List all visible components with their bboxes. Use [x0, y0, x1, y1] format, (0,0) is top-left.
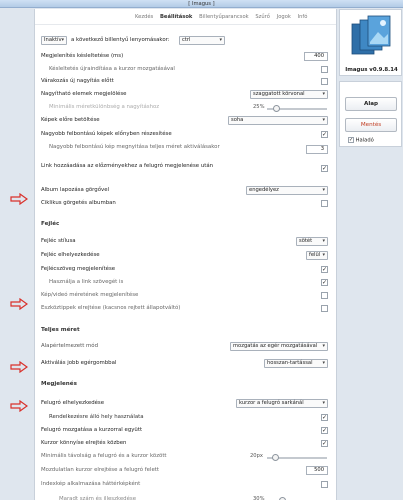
settings-panel [34, 9, 337, 500]
setting-row [41, 426, 332, 438]
setting-row [41, 291, 332, 303]
album-scroll-select[interactable]: engedélyez ▾ [246, 186, 328, 195]
version-label: Imagus v0.9.8.14 [345, 67, 398, 73]
last-value: 30% [253, 496, 265, 500]
setting-row [41, 495, 332, 500]
slider-knob[interactable] [272, 454, 279, 461]
cursor-reset-label: Késleltetés újraindítása a kurzor mozgatásával [49, 66, 175, 72]
index-bg-label: Indexkép alkalmazása háttérképként [41, 481, 141, 487]
header-text-label: Fejlécszöveg megjelenítése [41, 266, 116, 272]
setting-row [41, 278, 332, 290]
advanced-checkbox[interactable]: ✓ [349, 137, 354, 143]
imagus-logo-icon [350, 14, 394, 64]
section-fullsize: Teljes méret [41, 327, 80, 333]
setting-row [41, 413, 332, 425]
hide-cursor-checkbox[interactable]: ✓ [322, 440, 328, 447]
header-style-label: Fejléc stílusa [41, 238, 76, 244]
preload-label: Képek előre betöltése [41, 117, 100, 123]
activation-row [41, 36, 332, 48]
setting-row [41, 480, 332, 492]
move-cursor-checkbox[interactable]: ✓ [322, 427, 328, 434]
enlarged-select[interactable]: szaggatott körvonal ▾ [250, 90, 328, 99]
cyclic-label: Ciklikus görgetés albumban [41, 200, 116, 206]
mode-select[interactable]: Inaktív ▾ [41, 36, 67, 45]
annotation-arrow-icon [10, 298, 28, 310]
key-select[interactable]: ctrl ▾ [179, 36, 225, 45]
wait-new-label: Várakozás új nagyítás előtt [41, 78, 114, 84]
avail-space-checkbox[interactable]: ✓ [322, 414, 328, 421]
sidebar [339, 9, 403, 500]
min-dist-label: Minimális távolság a felugró és a kurzor között [41, 453, 167, 459]
header-style-select[interactable]: sötét ▾ [296, 237, 328, 246]
setting-row [41, 359, 332, 371]
setting-row [41, 103, 332, 115]
window-title: [ Imagus ] [188, 1, 215, 7]
setting-row [41, 237, 332, 249]
default-mode-select[interactable]: mozgatás az egér mozgatásával ▾ [230, 342, 328, 351]
annotation-arrow-icon [10, 361, 28, 373]
history-checkbox[interactable]: ✓ [322, 165, 328, 172]
setting-row [41, 52, 332, 64]
setting-row [41, 65, 332, 77]
popup-pos-select[interactable]: kurzor a felugró sarkánál ▾ [236, 399, 328, 408]
setting-row [41, 130, 332, 142]
annotation-arrow-icon [10, 193, 28, 205]
min-enlarge-slider[interactable] [267, 108, 327, 110]
min-enlarge-label: Minimális méretkülönbség a nagyításhoz [49, 104, 160, 110]
hires-full-label: Nagyobb felbontású kép megnyitása teljes méret aktiválásakor [49, 144, 220, 150]
delay-input[interactable]: 400 [304, 52, 328, 61]
avail-space-label: Rendelkezésre álló hely használata [49, 414, 144, 420]
setting-row [41, 342, 332, 354]
advanced-label: Haladó [355, 137, 374, 144]
tab-settings[interactable]: Beállítások [159, 14, 193, 20]
setting-row [41, 164, 332, 176]
save-button[interactable]: Mentés [345, 118, 397, 132]
cyclic-checkbox[interactable] [321, 200, 328, 207]
link-text-checkbox[interactable]: ✓ [322, 279, 328, 286]
hires-first-checkbox[interactable]: ✓ [322, 131, 328, 138]
section-header: Fejléc [41, 221, 60, 227]
hide-hidden-checkbox[interactable] [321, 305, 328, 312]
tab-shortcuts[interactable]: Billentyűparancsok [199, 14, 249, 20]
history-label: Link hozzáadása az előzményekhez a felugró megjelenése után [41, 163, 214, 169]
tab-info[interactable]: Infó [297, 14, 308, 20]
setting-row [41, 251, 332, 263]
setting-row [41, 145, 332, 157]
window-titlebar [0, 0, 403, 8]
move-cursor-label: Felugró mozgatása a kurzorral együtt [41, 427, 143, 433]
delay-label: Megjelenítés késleltetése (ms) [41, 53, 124, 59]
header-position-label: Fejléc elhelyezkedése [41, 252, 100, 258]
header-text-checkbox[interactable]: ✓ [322, 266, 328, 273]
logo-panel [339, 9, 402, 76]
enlarged-label: Nagyítható elemek megjelölése [41, 91, 127, 97]
setting-row [41, 452, 332, 464]
hires-full-input[interactable]: 3 [306, 145, 328, 154]
setting-row [41, 265, 332, 277]
last-label: Maradt szám és illeszkedése [59, 496, 137, 500]
hide-cursor-label: Kurzor könnyíse elrejtés közben [41, 440, 127, 446]
tab-permissions[interactable]: Jogok [276, 14, 291, 20]
setting-row [41, 90, 332, 102]
hires-first-label: Nagyobb felbontású képek előnyben részesítése [41, 131, 172, 137]
album-scroll-label: Album lapozása görgővel [41, 187, 110, 193]
setting-row [41, 304, 332, 316]
popup-pos-label: Felugró elhelyezkedése [41, 400, 105, 406]
advanced-toggle[interactable] [348, 137, 374, 144]
min-dist-slider[interactable] [267, 457, 327, 459]
hide-hidden-label: Eszköztippek elrejtése (kacsnos rejtett állapotváltó) [41, 305, 181, 311]
header-position-select[interactable]: felül ▾ [306, 251, 328, 260]
activate-right-label: Aktiválás jobb egérgombbal [41, 360, 117, 366]
still-hide-input[interactable]: 500 [306, 466, 328, 475]
min-dist-value: 20px [250, 453, 263, 459]
cursor-reset-checkbox[interactable] [321, 66, 328, 73]
still-hide-label: Mozdulatlan kurzor elrejtése a felugró felett [41, 467, 160, 473]
setting-row [41, 116, 332, 128]
tab-start[interactable]: Kezdés [135, 14, 154, 20]
activate-right-select[interactable]: hosszan-tartással ▾ [264, 359, 328, 368]
reset-button[interactable]: Alap [345, 97, 397, 111]
setting-row [41, 399, 332, 411]
setting-row [41, 186, 332, 198]
setting-row [41, 77, 332, 89]
setting-row [41, 439, 332, 451]
default-mode-label: Alapértelmezett mód [41, 343, 98, 349]
button-panel [339, 81, 402, 147]
setting-row [41, 466, 332, 478]
link-text-label: Használja a link szövegét is [49, 279, 124, 285]
setting-row [41, 199, 332, 211]
annotation-arrow-icon [10, 400, 28, 412]
wait-new-checkbox[interactable] [321, 78, 328, 85]
tab-filter[interactable]: Szűrő [255, 14, 270, 20]
min-enlarge-value: 25% [253, 104, 265, 110]
section-display: Megjelenés [41, 381, 77, 387]
activation-text: a következő billentyű lenyomásakor: [71, 37, 170, 43]
slider-knob[interactable] [273, 105, 280, 112]
media-show-label: Kép/videó méretének megjelenítése [41, 292, 139, 298]
index-bg-checkbox[interactable] [321, 481, 328, 488]
tab-bar [35, 9, 336, 25]
preload-select[interactable]: soha ▾ [228, 116, 328, 125]
media-show-checkbox[interactable] [321, 292, 328, 299]
